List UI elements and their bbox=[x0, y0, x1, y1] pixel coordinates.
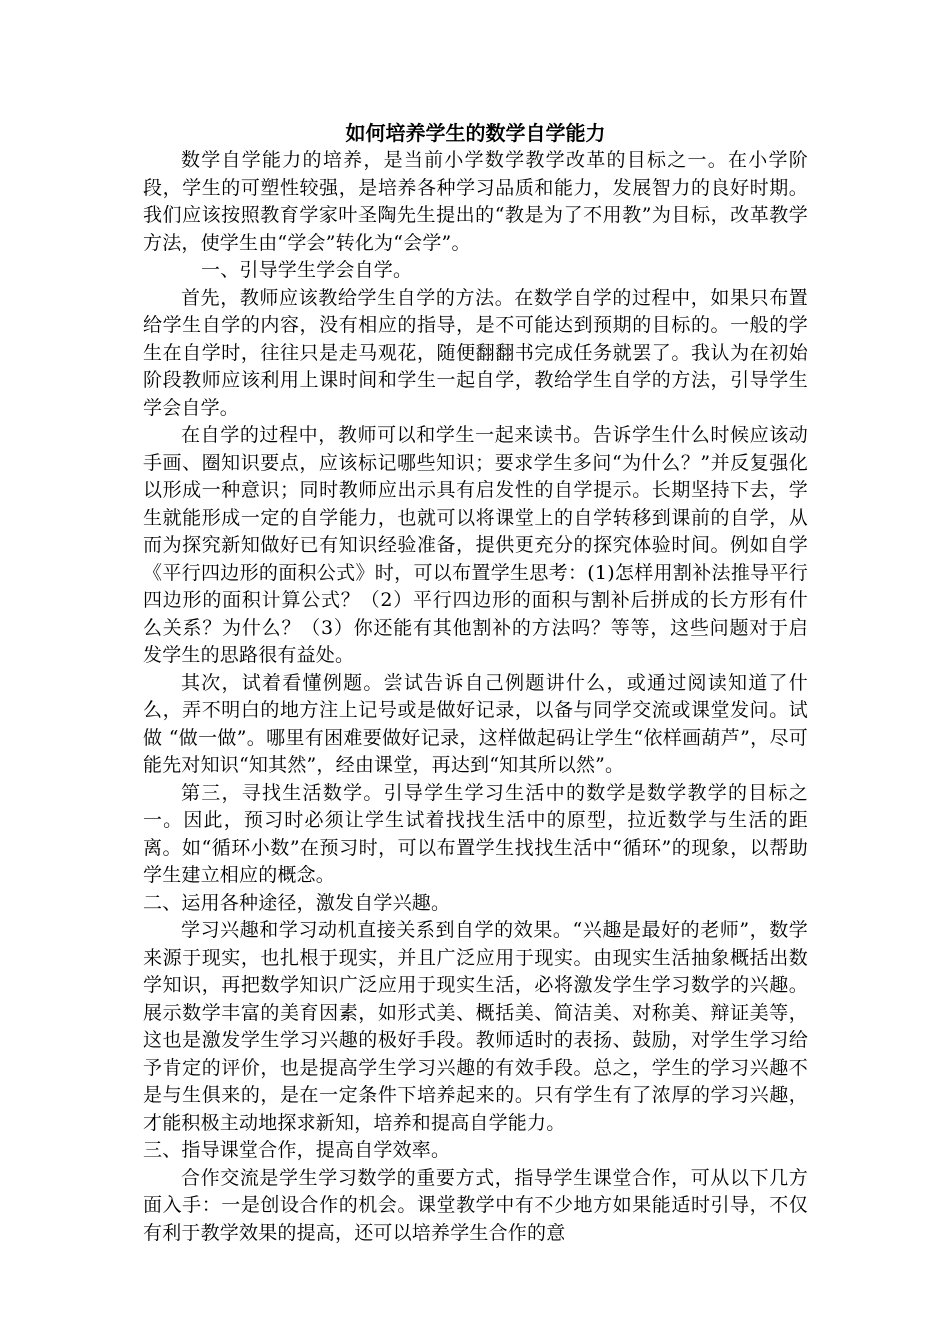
body-paragraph: 第三，寻找生活数学。引导学生学习生活中的数学是数学教学的目标之一。因此，预习时必须让学生试着找找生活中的原型，拉近数学与生活的距离。如“循环小数”在预习时，可以布置学生找找生活中“循环”的现象，以帮助学生建立相应的概念。 bbox=[143, 781, 808, 886]
body-paragraph: 在自学的过程中，教师可以和学生一起来读书。告诉学生什么时候应该动手画、圈知识要点，应该标记哪些知识；要求学生多问“为什么？”并反复强化以形成一种意识；同时教师应出示具有启发性的自学提示。长期坚持下去，学生就能形成一定的自学能力，也就可以将课堂上的自学转移到课前的自学，从而为探究新知做好已有知识经验准备，提供更充分的探究体验时间。例如自学《平行四边形的面积公式》时，可以布置学生思考：(1)怎样用割补法推导平行四边形的面积计算公式？（2）平行四边形的面积与割补后拼成的长方形有什么关系？为什么？（3）你还能有其他割补的方法吗？等等，这些问题对于启发学生的思路很有益处。 bbox=[143, 424, 808, 666]
section-heading-3: 三、指导课堂合作，提高自学效率。 bbox=[143, 1139, 451, 1161]
body-paragraph: 合作交流是学生学习数学的重要方式，指导学生课堂合作，可从以下几方面入手：一是创设合作的机会。课堂教学中有不少地方如果能适时引导，不仅有利于教学效果的提高，还可以培养学生合作的意 bbox=[143, 1166, 808, 1244]
document-title: 如何培养学生的数学自学能力 bbox=[345, 121, 606, 145]
section-heading-2: 二、运用各种途径，激发自学兴趣。 bbox=[143, 891, 451, 914]
body-paragraph: 首先，教师应该教给学生自学的方法。在数学自学的过程中，如果只布置给学生自学的内容，没有相应的指导，是不可能达到预期的目标的。一般的学生在自学时，往往只是走马观花，随便翻翻书完成任务就罢了。我认为在初始阶段教师应该利用上课时间和学生一起自学，教给学生自学的方法，引导学生学会自学。 bbox=[143, 286, 808, 419]
section-heading-1: 一、引导学生学会自学。 bbox=[201, 259, 413, 281]
body-paragraph: 其次，试着看懂例题。尝试告诉自己例题讲什么，或通过阅读知道了什么，弄不明白的地方注上记号或是做好记录，以备与同学交流或课堂发问。试做 “做一做”。哪里有困难要做好记录，这样做起码让学生“依样画葫芦”，尽可能先对知识“知其然”，经由课堂，再达到“知其所以然”。 bbox=[143, 671, 808, 776]
document-body bbox=[143, 120, 808, 1247]
intro-paragraph: 数学自学能力的培养，是当前小学数学教学改革的目标之一。在小学阶段，学生的可塑性较强，是培养各种学习品质和能力，发展智力的良好时期。我们应该按照教育学家叶圣陶先生提出的“教是为了不用教”为目标，改革教学方法，使学生由“学会”转化为“会学”。 bbox=[143, 149, 808, 254]
body-paragraph: 学习兴趣和学习动机直接关系到自学的效果。“兴趣是最好的老师”，数学来源于现实，也扎根于现实，并且广泛应用于现实。由现实生活抽象概括出数学知识，再把数学知识广泛应用于现实生活，必将激发学生学习数学的兴趣。展示数学丰富的美育因素，如形式美、概括美、简洁美、对称美、辩证美等，这也是激发学生学习兴趣的极好手段。教师适时的表扬、鼓励，对学生学习给予肯定的评价，也是提高学生学习兴趣的有效手段。总之，学生的学习兴趣不是与生俱来的，是在一定条件下培养起来的。只有学生有了浓厚的学习兴趣，才能积极主动地探求新知，培养和提高自学能力。 bbox=[143, 919, 808, 1134]
